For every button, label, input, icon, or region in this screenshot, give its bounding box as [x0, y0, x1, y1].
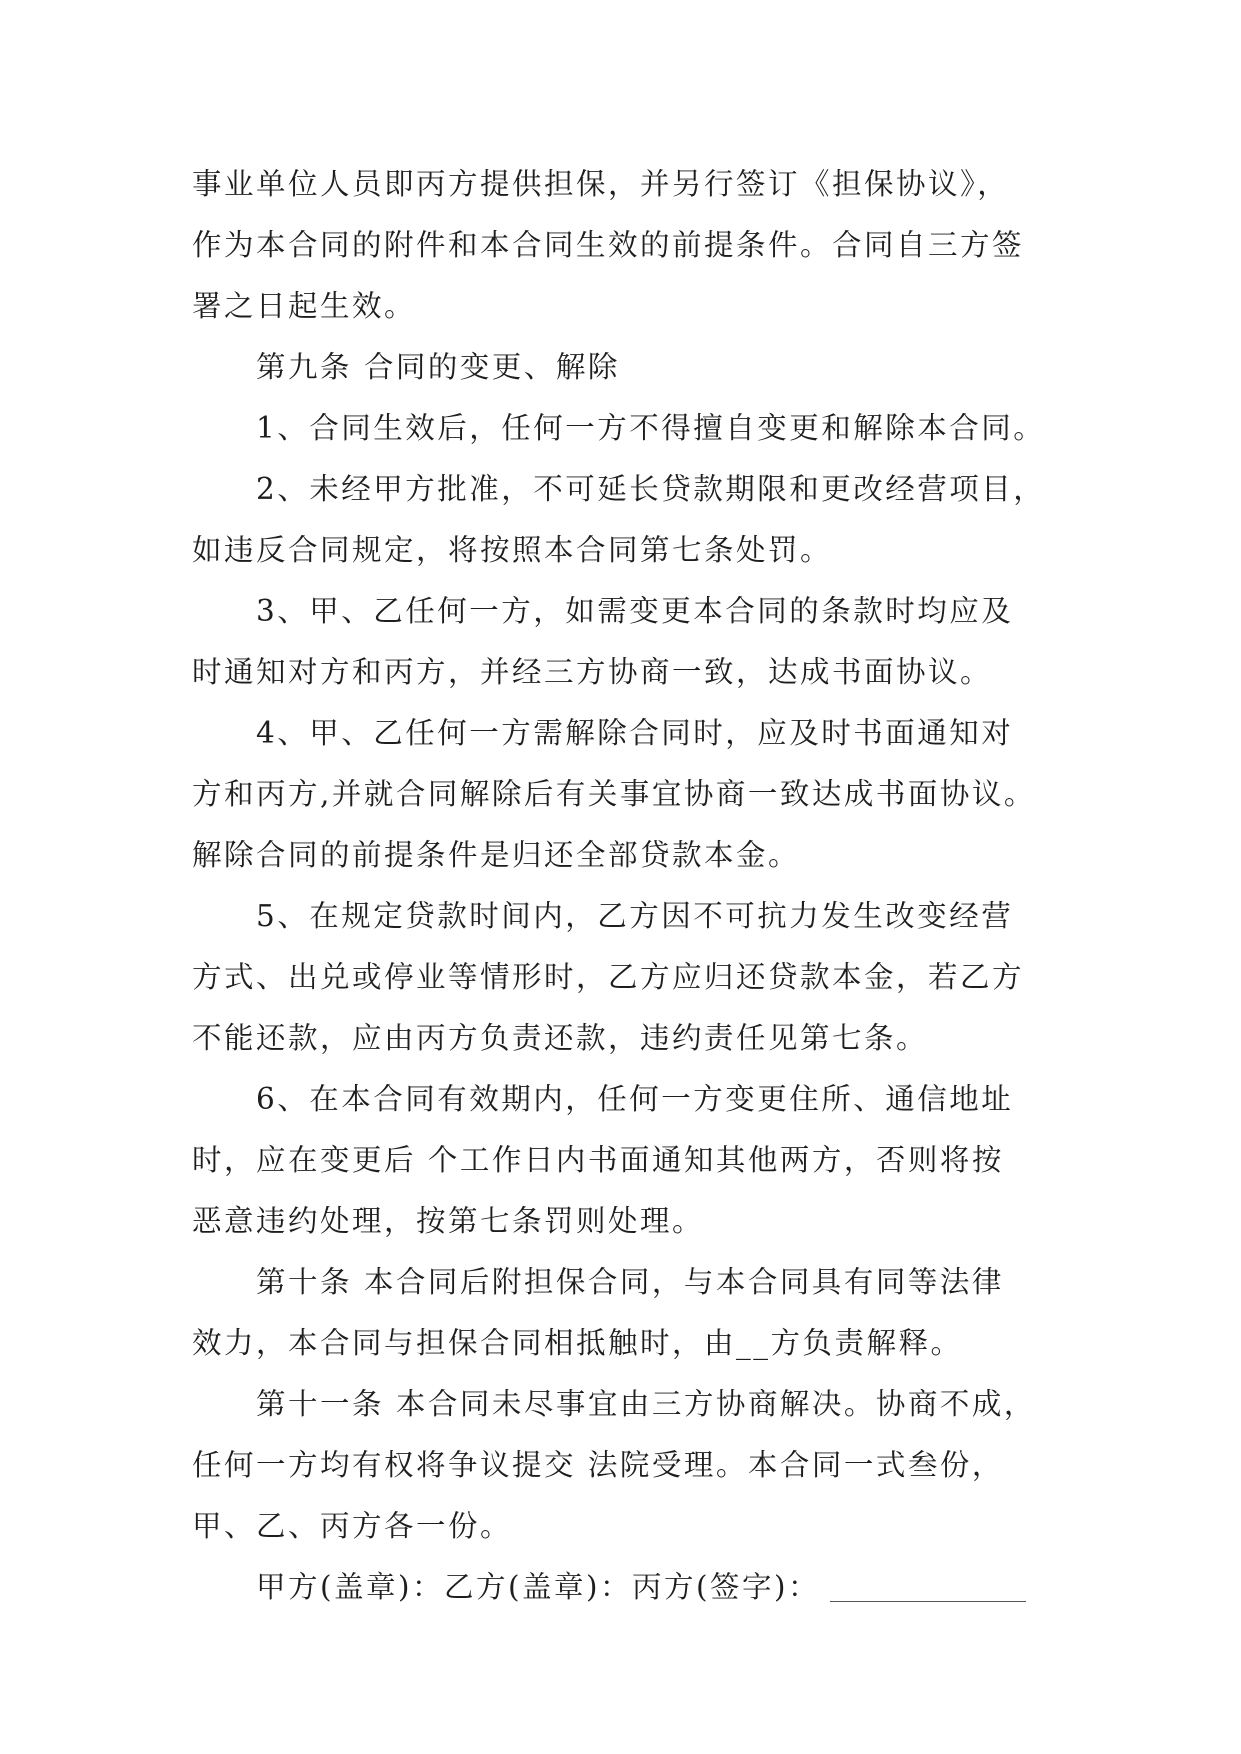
document-line: 时，应在变更后 个工作日内书面通知其他两方，否则将按 [192, 1143, 1004, 1177]
document-line: 方式、出兑或停业等情形时，乙方应归还贷款本金，若乙方 [192, 960, 1025, 994]
signature-labels: 甲方(盖章)：乙方(盖章)：丙方(签字)： [256, 1570, 821, 1604]
document-line: 第九条 合同的变更、解除 [256, 350, 620, 384]
document-line: 第十一条 本合同未尽事宜由三方协商解决。协商不成， [256, 1387, 1036, 1421]
document-line: 6、在本合同有效期内，任何一方变更住所、通信地址 [256, 1082, 1014, 1116]
document-line: 时通知对方和丙方，并经三方协商一致，达成书面协议。 [192, 655, 993, 689]
document-line: 甲、乙、丙方各一份。 [192, 1509, 513, 1543]
document-line: 1、合同生效后，任何一方不得擅自变更和解除本合同。 [256, 411, 1046, 445]
document-body [192, 154, 1052, 1618]
document-line: 解除合同的前提条件是归还全部贷款本金。 [192, 838, 801, 872]
document-line: 如违反合同规定，将按照本合同第七条处罚。 [192, 533, 833, 567]
document-line: 2、未经甲方批准，不可延长贷款期限和更改经营项目， [256, 472, 1046, 506]
signature-row [192, 1557, 1052, 1618]
document-line: 3、甲、乙任何一方，如需变更本合同的条款时均应及 [256, 594, 1014, 628]
document-line: 事业单位人员即丙方提供担保，并另行签订《担保协议》， [192, 167, 1010, 201]
document-line: 4、甲、乙任何一方需解除合同时，应及时书面通知对 [256, 716, 1014, 750]
document-line: 5、在规定贷款时间内，乙方因不可抗力发生改变经营 [256, 899, 1014, 933]
document-line: 不能还款，应由丙方负责还款，违约责任见第七条。 [192, 1021, 929, 1055]
document-line: 作为本合同的附件和本合同生效的前提条件。合同自三方签 [192, 228, 1025, 262]
document-line: 任何一方均有权将争议提交 法院受理。本合同一式叁份， [192, 1448, 1004, 1482]
document-line: 方和丙方,并就合同解除后有关事宜协商一致达成书面协议。 [192, 777, 1036, 811]
document-line: 恶意违约处理，按第七条罚则处理。 [192, 1204, 705, 1238]
document-line: 效力，本合同与担保合同相抵触时，由__方负责解释。 [192, 1326, 963, 1360]
document-line: 署之日起生效。 [192, 289, 417, 323]
document-line: 第十条 本合同后附担保合同，与本合同具有同等法律 [256, 1265, 1004, 1299]
signature-blank-line [830, 1600, 1026, 1602]
